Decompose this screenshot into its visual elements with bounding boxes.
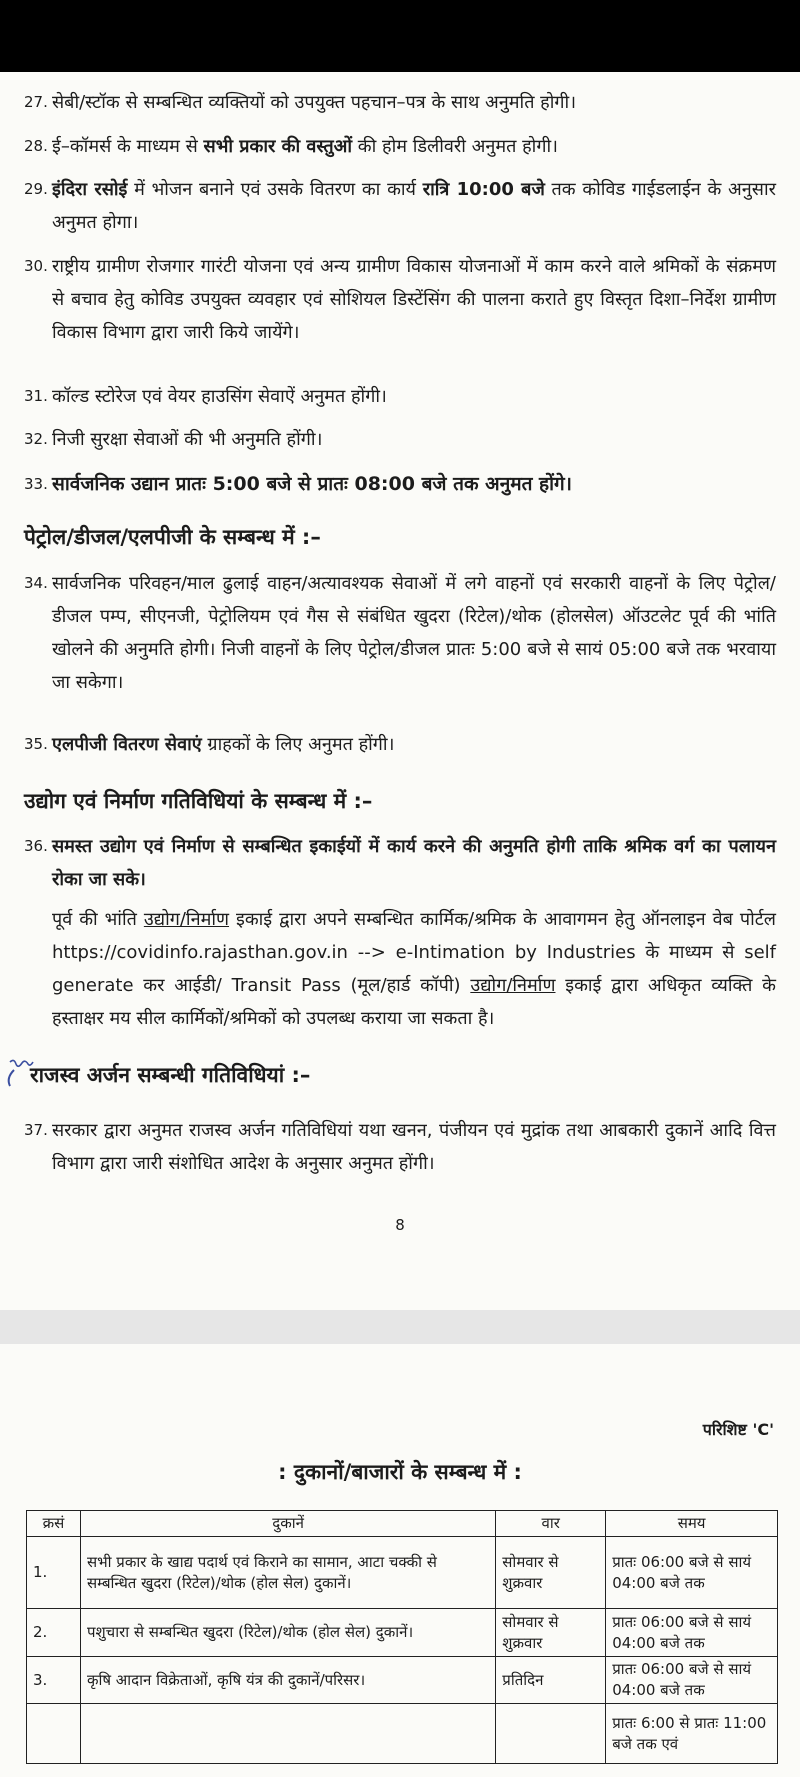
table-cell: कृषि आदान विक्रेताओं, कृषि यंत्र की दुकानें/परिसर। — [80, 1657, 495, 1704]
text-run: कॉल्ड स्टोरेज एवं वेयर हाउसिंग सेवाऐं अनुमत होंगी। — [52, 386, 387, 407]
list-item — [24, 173, 776, 239]
item-text — [24, 173, 776, 239]
text-run: उद्योग/निर्माण — [470, 975, 556, 996]
list-item — [24, 250, 776, 349]
text-run: में भोजन बनाने एवं उसके वितरण का कार्य — [127, 179, 423, 200]
list-item — [24, 130, 776, 163]
paragraph-36-detail — [52, 903, 776, 1035]
list-item — [24, 380, 776, 413]
text-run: ग्राहकों के लिए अनुमत होंगी। — [201, 734, 395, 755]
text-run: पूर्व की भांति — [52, 909, 144, 930]
item-text — [24, 830, 776, 896]
table-cell: 1. — [27, 1537, 81, 1609]
table-cell — [27, 1704, 81, 1764]
column-header-shops: दुकानें — [80, 1511, 495, 1537]
table-cell: प्रातः 06:00 बजे से सायं 04:00 बजे तक — [606, 1657, 778, 1704]
table-header-row — [27, 1511, 778, 1537]
page-number: 8 — [395, 1216, 405, 1234]
table-cell: 3. — [27, 1657, 81, 1704]
item-number: 35. — [24, 735, 48, 753]
table-cell: प्रातः 06:00 बजे से सायं 04:00 बजे तक — [606, 1537, 778, 1609]
table-row — [27, 1537, 778, 1609]
list-item — [24, 1114, 776, 1180]
item-text — [24, 468, 776, 501]
text-run: रात्रि 10:00 बजे — [422, 179, 545, 200]
list-item — [24, 567, 776, 699]
item-number: 34. — [24, 574, 48, 592]
table-cell — [496, 1704, 606, 1764]
text-run: तक कोविड गाईडलाईन के अनुसार अनुमत होगा। — [52, 179, 776, 233]
item-text — [24, 567, 776, 699]
list-item — [24, 86, 776, 119]
column-header-serial: क्रसं — [27, 1511, 81, 1537]
item-text — [24, 130, 776, 163]
appendix-label: परिशिष्ट 'C' — [702, 1420, 774, 1439]
table-cell: पशुचारा से सम्बन्धित खुदरा (रिटेल)/थोक (होल सेल) दुकानें। — [80, 1609, 495, 1657]
text-run: एलपीजी वितरण सेवाएं — [52, 734, 202, 755]
item-number: 32. — [24, 430, 48, 448]
section-heading-revenue: राजस्व अर्जन सम्बन्धी गतिविधियां :– — [30, 1063, 311, 1087]
text-run: इकाई द्वारा अधिकृत व्यक्ति के हस्ताक्षर मय सील कार्मिकों/श्रमिकों को उपलब्ध कराया जा सकता है। — [52, 975, 776, 1029]
text-run: सार्वजनिक परिवहन/माल ढुलाई वाहन/अत्यावश्यक सेवाओं में लगे वाहनों एवं सरकारी वाहनों के लिए पेट्रोल/डीजल पम्प, सीएनजी, पेट्रोलियम एवं गैस से संबंधित खुदरा (रिटेल)/थोक (होलसेल) ऑउटलेट पूर्व की भांति खोलने की अनुमति होगी। निजी वाहनों के लिए पेट्रोल/डीजल प्रातः 5:00 बजे से सायं 05:00 बजे तक भरवाया जा सकेगा। — [52, 573, 776, 693]
table-cell: प्रातः 06:00 बजे से सायं 04:00 बजे तक — [606, 1609, 778, 1657]
item-number: 28. — [24, 137, 48, 155]
table-cell: प्रातः 6:00 से प्रातः 11:00 बजे तक एवं — [606, 1704, 778, 1764]
section-heading-industry: उद्योग एवं निर्माण गतिविधियां के सम्बन्ध में :– — [24, 789, 373, 813]
screen-top-bar — [0, 0, 800, 72]
section-heading-petrol: पेट्रोल/डीजल/एलपीजी के सम्बन्ध में :– — [24, 525, 321, 549]
text-run: सेबी/स्टॉक से सम्बन्धित व्यक्तियों को उपयुक्त पहचान–पत्र के साथ अनुमति होगी। — [52, 92, 577, 113]
item-number: 36. — [24, 837, 48, 855]
item-text — [24, 423, 776, 456]
text-run: ई–कॉमर्स के माध्यम से — [52, 136, 204, 157]
item-text — [24, 380, 776, 413]
table-row — [27, 1704, 778, 1764]
table-row — [27, 1657, 778, 1704]
column-header-days: वार — [496, 1511, 606, 1537]
table-cell: सभी प्रकार के खाद्य पदार्थ एवं किराने का सामान, आटा चक्की से सम्बन्धित खुदरा (रिटेल)/थोक (होल सेल) दुकानें। — [80, 1537, 495, 1609]
text-run: इकाई द्वारा अपने सम्बन्धित कार्मिक/श्रमिक के आवागमन हेतु ऑनलाइन वेब पोर्टल https://covidinfo.rajasthan.gov.in --> e-Intimation by Industries के माध्यम से self generate कर आईडी/ Transit Pass (मूल/हार्ड कॉपी) — [52, 909, 777, 996]
list-item — [24, 728, 776, 761]
item-text — [24, 86, 776, 119]
text-run: इंदिरा रसोई — [52, 179, 128, 200]
item-number: 27. — [24, 93, 48, 111]
item-text — [24, 1114, 776, 1180]
item-text — [24, 250, 776, 349]
list-item — [24, 468, 776, 501]
item-number: 31. — [24, 387, 48, 405]
shops-section-title: : दुकानों/बाजारों के सम्बन्ध में : — [278, 1460, 522, 1484]
item-number: 33. — [24, 475, 48, 493]
table-cell: 2. — [27, 1609, 81, 1657]
item-number: 30. — [24, 257, 48, 275]
text-run: निजी सुरक्षा सेवाओं की भी अनुमति होंगी। — [52, 429, 323, 450]
text-run: राष्ट्रीय ग्रामीण रोजगार गारंटी योजना एवं अन्य ग्रामीण विकास योजनाओं में काम करने वाले श्रमिकों के संक्रमण से बचाव हेतु कोविड उपयुक्त व्यवहार एवं सोशियल डिस्टेंसिंग की पालना कराते हुए विस्तृत दिशा–निर्देश ग्रामीण विकास विभाग द्वारा जारी किये जायेंगे। — [52, 256, 776, 343]
table-row — [27, 1609, 778, 1657]
item-text — [24, 728, 776, 761]
table-cell — [80, 1704, 495, 1764]
table-cell: प्रतिदिन — [496, 1657, 606, 1704]
text-run: उद्योग/निर्माण — [143, 909, 230, 930]
text-run: सार्वजनिक उद्यान प्रातः 5:00 बजे से प्रातः 08:00 बजे तक अनुमत होंगे। — [52, 473, 572, 495]
column-header-time: समय — [606, 1511, 778, 1537]
text-run: समस्त उद्योग एवं निर्माण से सम्बन्धित इकाईयों में कार्य करने की अनुमति होगी ताकि श्रमिक वर्ग का पलायन रोका जा सके। — [52, 836, 776, 890]
item-number: 29. — [24, 180, 48, 198]
table-cell: सोमवार से शुक्रवार — [496, 1609, 606, 1657]
text-run: की होम डिलीवरी अनुमत होगी। — [352, 136, 558, 157]
table-cell: सोमवार से शुक्रवार — [496, 1537, 606, 1609]
item-number: 37. — [24, 1121, 48, 1139]
text-run: सभी प्रकार की वस्तुओं — [203, 136, 353, 157]
text-run: सरकार द्वारा अनुमत राजस्व अर्जन गतिविधियां यथा खनन, पंजीयन एवं मुद्रांक तथा आबकारी दुकानें आदि वित्त विभाग द्वारा जारी संशोधित आदेश के अनुसार अनुमत होंगी। — [52, 1120, 776, 1174]
shops-timing-table — [26, 1510, 778, 1764]
list-item — [24, 423, 776, 456]
list-item — [24, 830, 776, 896]
page-separator — [0, 1310, 800, 1344]
